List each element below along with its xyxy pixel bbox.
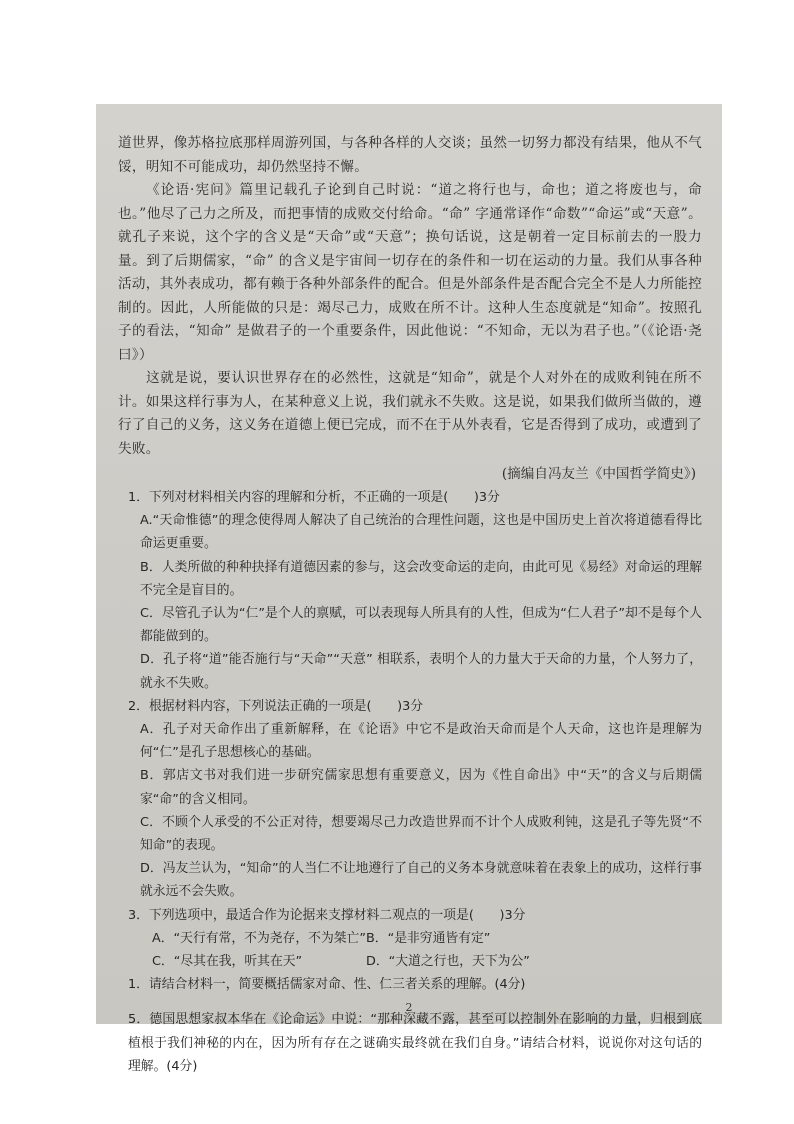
question-2-option-a: A．孔子对天命作出了重新解释，在《论语》中它不是政治天命而是个人天命，这也许是理解为何“仁”是孔子思想核心的基础。 (140, 722, 702, 761)
question-2-option-c: C．不顾个人承受的不公正对待，想要竭尽己力改造世界而不计个人成败利钝，这是孔子等先贤“不知命”的表现。 (140, 814, 702, 854)
question-3-options-row-2 (152, 950, 702, 973)
question-3-options-row-1 (152, 927, 702, 950)
question-1-option-c: C．尽管孔子认为“仁”是个人的禀赋，可以表现每人所具有的人性，但成为“仁人君子”却不是每个人都能做到的。 (140, 606, 702, 645)
question-1-option-b: B．人类所做的种种抉择有道德因素的参与，这会改变命运的走向，由此可见《易经》对命运的理解不完全是盲目的。 (140, 559, 702, 598)
material-source: (摘编自冯友兰《中国哲学简史》) (501, 466, 696, 482)
question-1-option-a: A.“天命惟德”的理念使得周人解决了自己统治的合理性问题，这也是中国历史上首次将道德看得比命运更重要。 (140, 513, 702, 552)
page-number: 2 (405, 1001, 413, 1014)
question-5 (118, 1008, 702, 1078)
question-1 (118, 486, 702, 695)
question-2-option-b: B．郭店文书对我们进一步研究儒家思想有重要意义，因为《性自命出》中“天”的含义与后期儒家“命”的含义相同。 (140, 768, 702, 807)
question-3-stem: 3．下列选项中，最适合作为论据来支撑材料二观点的一项是( )3分 (128, 907, 526, 923)
question-1-stem: 1．下列对材料相关内容的理解和分析，不正确的一项是( )3分 (128, 490, 500, 505)
material-paragraph-3: 这就是说，要认识世界存在的必然性，这就是“知命”，就是个人对外在的成败利钝在所不计。如果这样行事为人，在某种意义上说，我们就永不失败。这是说，如果我们做所当做的，遵行了自己的义务，这义务在道德上便已完成，而不在于从外表看，它是否得到了成功，或遭到了失败。 (118, 370, 702, 457)
question-3-option-a: A．“天行有常，不为尧存，不为桀亡” (152, 930, 366, 946)
question-2-option-d: D．冯友兰认为，“知命”的人当仁不让地遵行了自己的义务本身就意味着在表象上的成功，这样行事就永远不会失败。 (140, 861, 702, 900)
material-paragraph-1: 道世界，像苏格拉底那样周游列国，与各种各样的人交谈；虽然一切努力都没有结果，他从不气馁，明知不可能成功，却仍然坚持不懈。 (118, 135, 702, 175)
question-3 (118, 904, 702, 974)
exam-page (96, 104, 722, 1074)
question-2-stem: 2．根据材料内容，下列说法正确的一项是( )3分 (128, 698, 424, 714)
question-5-stem: 5．德国思想家叔本华在《论命运》中说：“那种深藏不露，甚至可以控制外在影响的力量，归根到底植根于我们神秘的内在，因为所有存在之谜确实最终就在我们自身。”请结合材料，说说你对这句话的理解。(4分) (128, 1012, 702, 1074)
question-3-option-d: D．“大道之行也，天下为公” (366, 954, 530, 970)
question-3-option-b: B．“是非穷通皆有定” (366, 930, 491, 946)
question-3-option-c: C．“尽其在我，听其在天” (152, 954, 303, 970)
question-4-stem: 1．请结合材料一，简要概括儒家对命、性、仁三者关系的理解。(4分) (128, 977, 526, 993)
question-2 (118, 695, 702, 904)
question-1-option-d: D．孔子将“道”能否施行与“天命”“天意” 相联系，表明个人的力量大于天命的力量，个人努力了，就永不失败。 (140, 652, 702, 691)
material-paragraph-2: 《论语·宪问》篇里记载孔子论到自己时说：“道之将行也与，命也；道之将废也与，命也。”他尽了己力之所及，而把事情的成败交付给命。“命” 字通常译作“命数”“命运”或“天意”。就孔子来说，这个字的含义是“天命”或“天意”；换句话说，这是朝着一定目标前去的一股力量。到了后期儒家，“命” 的含义是宇宙间一切存在的条件和一切在运动的力量。我们从事各种活动，其外表成功，都有赖于各种外部条件的配合。但是外部条件是否配合完全不是人力所能控制的。因此，人所能做的只是：竭尽己力，成败在所不计。这种人生态度就是“知命”。按照孔子的看法，“知命” 是做君子的一个重要条件，因此他说：“不知命，无以为君子也。”（《论语·尧曰》） (118, 182, 702, 363)
question-4 (118, 973, 702, 996)
